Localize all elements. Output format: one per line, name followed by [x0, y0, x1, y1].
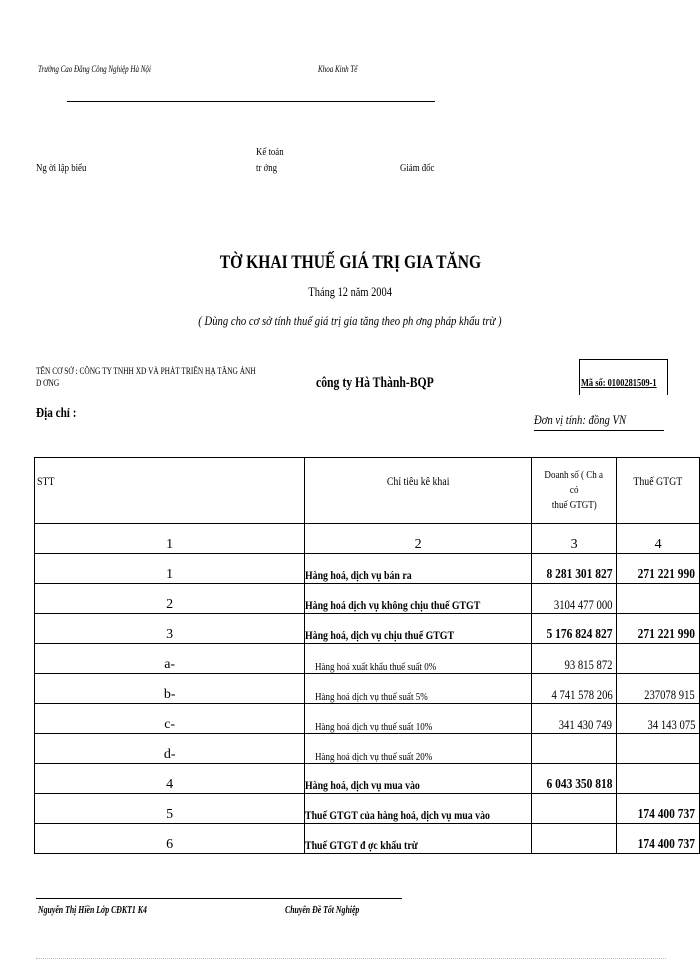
column-number-row: [35, 524, 700, 554]
row-revenue: 93 815 872: [531, 644, 617, 674]
signature-director: Giám đốc: [400, 162, 435, 174]
table-row: [35, 674, 700, 704]
row-revenue: [531, 824, 617, 854]
row-vat: 34 143 075: [617, 704, 700, 734]
row-revenue: [531, 734, 617, 764]
row-revenue: 4 741 578 206: [531, 674, 617, 704]
table-row: [35, 554, 700, 584]
footer-title: Chuyên Đề Tốt Nghiệp: [285, 905, 360, 916]
row-item: Hàng hoá dịch vụ không chịu thuế GTGT: [305, 584, 532, 614]
row-revenue: 3104 477 000: [531, 584, 617, 614]
unit-underline: [534, 430, 664, 431]
row-stt: b-: [35, 674, 305, 704]
row-revenue: 8 281 301 827: [531, 554, 617, 584]
row-revenue: [531, 794, 617, 824]
row-stt: d-: [35, 734, 305, 764]
table-header-row: [35, 458, 700, 524]
row-item: Thuế GTGT đ ợc khấu trừ: [305, 824, 532, 854]
row-item: Hàng hoá, dịch vụ mua vào: [305, 764, 532, 794]
col-number-2: 2: [305, 524, 532, 554]
row-vat: [617, 584, 700, 614]
table-row: [35, 614, 700, 644]
table-row: [35, 824, 700, 854]
col-number-4: 4: [617, 524, 700, 554]
footer-divider: [36, 898, 402, 899]
table-row: [35, 644, 700, 674]
form-period: Tháng 12 năm 2004: [308, 284, 392, 299]
row-vat: 237078 915: [617, 674, 700, 704]
table-row: [35, 734, 700, 764]
header-divider: [67, 101, 435, 102]
row-vat: [617, 764, 700, 794]
row-revenue: 6 043 350 818: [531, 764, 617, 794]
header-item: Chỉ tiêu kê khai: [305, 458, 532, 524]
table-row: [35, 704, 700, 734]
row-item: Hàng hoá dịch vụ thuế suất 20%: [305, 734, 532, 764]
row-stt: 5: [35, 794, 305, 824]
col-number-1: 1: [35, 524, 305, 554]
row-item: Hàng hoá dịch vụ thuế suất 10%: [305, 704, 532, 734]
row-revenue: 5 176 824 827: [531, 614, 617, 644]
row-vat: [617, 644, 700, 674]
form-note: ( Dùng cho cơ sở tính thuế giá trị gia tăng theo ph ơng pháp khấu trừ ): [198, 313, 502, 328]
company-name: công ty Hà Thành-BQP: [316, 375, 434, 391]
table-row: [35, 584, 700, 614]
business-name-line2: D ƠNG: [36, 378, 60, 388]
row-stt: 6: [35, 824, 305, 854]
row-stt: 1: [35, 554, 305, 584]
signature-chief-accountant-line1: Kế toán: [256, 146, 284, 158]
row-vat: [617, 734, 700, 764]
row-vat: 271 221 990: [617, 554, 700, 584]
header-school: Trường Cao Đẳng Công Nghiệp Hà Nội: [38, 64, 151, 74]
vat-table: [34, 457, 700, 854]
row-stt: 2: [35, 584, 305, 614]
row-vat: 271 221 990: [617, 614, 700, 644]
footer-author: Nguyễn Thị Hiền Lớp CĐKT1 K4: [38, 905, 147, 916]
header-faculty: Khoa Kinh Tế: [318, 64, 358, 74]
row-vat: 174 400 737: [617, 824, 700, 854]
row-item: Hàng hoá xuất khẩu thuế suất 0%: [305, 644, 532, 674]
row-stt: 3: [35, 614, 305, 644]
row-vat: 174 400 737: [617, 794, 700, 824]
col-number-3: 3: [531, 524, 617, 554]
row-item: Hàng hoá dịch vụ thuế suất 5%: [305, 674, 532, 704]
header-stt: STT: [35, 458, 305, 524]
tax-code-box: [579, 359, 668, 395]
unit-label: Đơn vị tính: đồng VN: [534, 412, 627, 427]
signature-preparer: Ng ời lập biểu: [36, 162, 87, 174]
row-item: Hàng hoá, dịch vụ bán ra: [305, 554, 532, 584]
row-stt: 4: [35, 764, 305, 794]
address-label: Địa chỉ :: [36, 406, 77, 421]
form-title: TỜ KHAI THUẾ GIÁ TRỊ GIA TĂNG: [219, 252, 481, 273]
tax-code: Mã số: 0100281509-1: [581, 378, 657, 389]
row-stt: a-: [35, 644, 305, 674]
header-revenue: Doanh số ( Ch a có thuế GTGT): [531, 458, 617, 524]
table-row: [35, 764, 700, 794]
business-name-line1: TÊN CƠ SỞ : CÔNG TY TNHH XD VÀ PHÁT TRIỂN HẠ TẦNG ÁNH: [36, 366, 256, 376]
row-item: Hàng hoá, dịch vụ chịu thuế GTGT: [305, 614, 532, 644]
table-row: [35, 794, 700, 824]
header-vat: Thuế GTGT: [617, 458, 700, 524]
row-item: Thuế GTGT của hàng hoá, dịch vụ mua vào: [305, 794, 532, 824]
row-stt: c-: [35, 704, 305, 734]
page-edge: [36, 958, 666, 959]
signature-chief-accountant-line2: tr ởng: [256, 162, 278, 174]
row-revenue: 341 430 749: [531, 704, 617, 734]
